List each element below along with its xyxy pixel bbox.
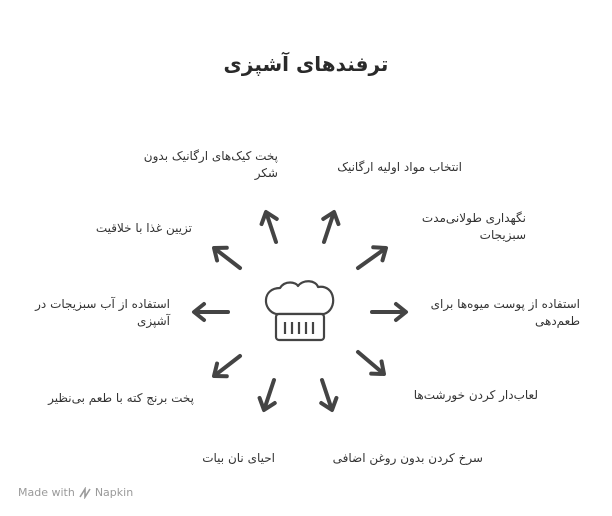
item-label-9: تزیین غذا با خلاقیت: [95, 221, 192, 235]
item-label-2: نگهداری طولانی‌مدت سبزیجات: [421, 211, 526, 242]
chef-hat-icon: [266, 281, 333, 340]
napkin-logo-icon: [79, 487, 91, 499]
arrow-2: [358, 249, 384, 268]
made-with-label: Made with: [18, 486, 75, 499]
item-label-4: لعاب‌دار کردن خورشت‌ها: [413, 388, 538, 402]
brand-label: Napkin: [94, 486, 134, 499]
item-label-1: انتخاب مواد اولیه ارگانیک: [337, 160, 462, 174]
item-label-7: پخت برنج کته با طعم بی‌نظیر: [48, 391, 194, 405]
footer-branding: [18, 486, 133, 499]
arrow-4: [358, 352, 382, 373]
diagram-title: ترفندهای آشپزی: [223, 52, 389, 76]
item-label-8: استفاده از آب سبزیجات در آشپزی: [35, 297, 170, 328]
arrow-9: [216, 249, 240, 268]
item-label-10: پخت کیک‌های ارگانیک بدون شکر: [143, 149, 278, 180]
arrow-7: [216, 356, 240, 375]
item-label-3: استفاده از پوست میوه‌ها برای طعم‌دهی: [430, 297, 580, 328]
item-label-5: سرخ کردن بدون روغن اضافی: [332, 451, 483, 465]
item-label-6: احیای نان بیات: [202, 451, 275, 465]
